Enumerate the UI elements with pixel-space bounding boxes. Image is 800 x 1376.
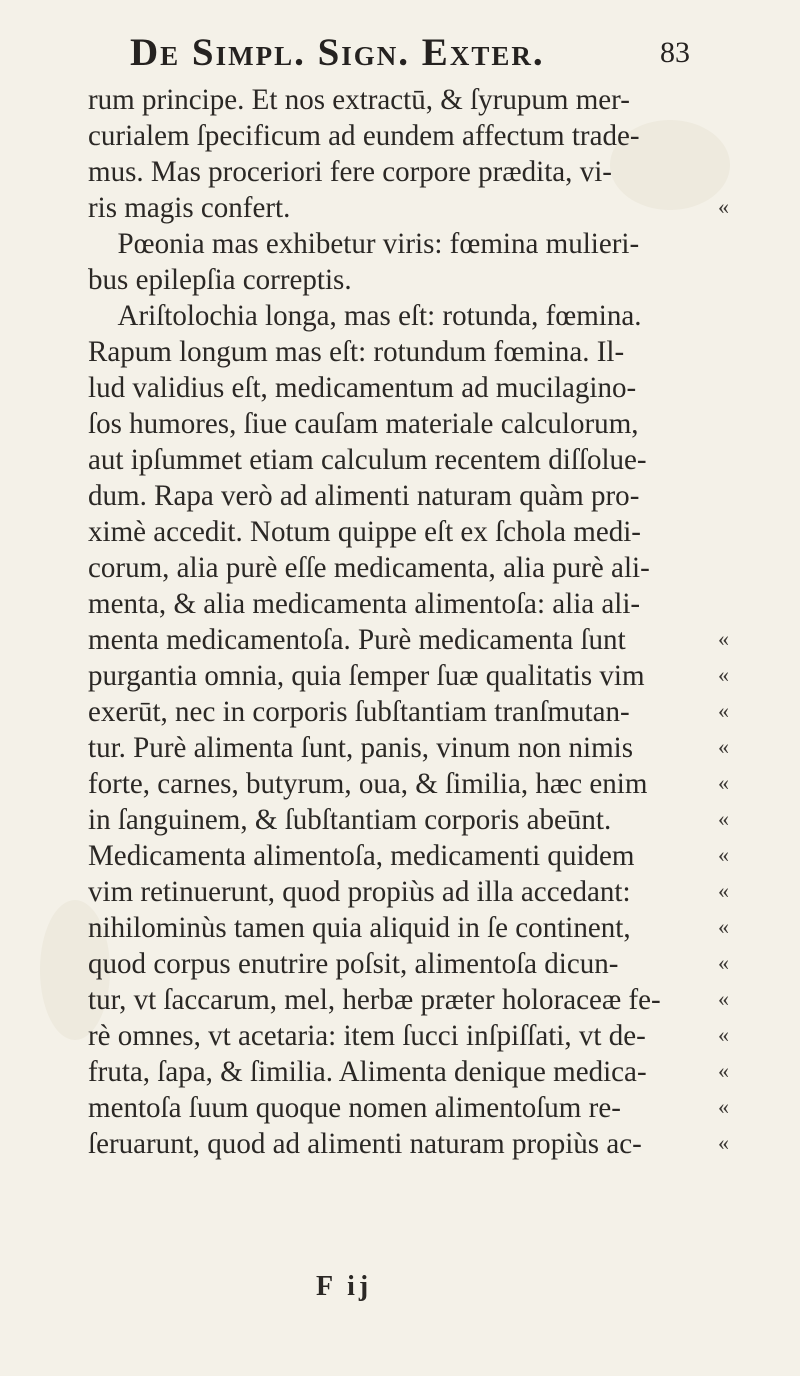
text-line: vim retinuerunt, quod propiùs ad illa accedant: (88, 876, 631, 908)
text-line: forte, carnes, butyrum, oua, & ſimilia, hæc enim (88, 768, 648, 800)
margin-quote-mark: « (718, 914, 729, 939)
text-line: mentoſa ſuum quoque nomen alimentoſum re- (88, 1092, 621, 1124)
margin-quote-mark: « (718, 878, 729, 903)
margin-quote-mark: « (718, 842, 729, 867)
margin-quote-mark: « (718, 194, 729, 219)
text-line: quod corpus enutrire poſsit, alimentoſa dicun- (88, 948, 619, 980)
text-line: Ariſtolochia longa, mas eſt: rotunda, fœmina. (117, 300, 642, 332)
text-line: fruta, ſapa, & ſimilia. Alimenta denique medica- (88, 1056, 647, 1088)
text-line: Pœonia mas exhibetur viris: fœmina mulieri- (117, 228, 640, 260)
text-line: ſeruarunt, quod ad alimenti naturam propiùs ac- (88, 1128, 642, 1160)
margin-quote-mark: « (718, 950, 729, 975)
text-line: ſos humores, ſiue cauſam materiale calculorum, (88, 408, 639, 440)
text-line: Rapum longum mas eſt: rotundum fœmina. Il- (88, 336, 625, 368)
text-line: mus. Mas proceriori fere corpore prædita, vi- (88, 156, 612, 188)
margin-quote-mark: « (718, 662, 729, 687)
text-line: tur. Purè alimenta ſunt, panis, vinum non nimis (88, 732, 634, 764)
text-line: ximè accedit. Notum quippe eſt ex ſchola medi- (88, 516, 641, 548)
page-number: 83 (660, 36, 690, 69)
signature-mark: F ij (316, 1271, 373, 1302)
text-line: menta medicamentoſa. Purè medicamenta ſunt (88, 624, 626, 656)
body-text (88, 82, 728, 1162)
text-line: aut ipſummet etiam calculum recentem diſſolue- (88, 444, 647, 476)
margin-quote-mark: « (718, 806, 729, 831)
margin-quote-mark: « (718, 770, 729, 795)
margin-quote-mark: « (718, 986, 729, 1011)
text-line: Medicamenta alimentoſa, medicamenti quidem (88, 840, 635, 872)
margin-quote-mark: « (718, 698, 729, 723)
margin-quote-mark: « (718, 1058, 729, 1083)
margin-quote-mark: « (718, 1022, 729, 1047)
text-line: dum. Rapa verò ad alimenti naturam quàm pro- (88, 480, 640, 512)
text-line: ris magis confert. (88, 192, 291, 224)
text-line: in ſanguinem, & ſubſtantiam corporis abeūnt. (88, 804, 612, 836)
text-line: rè omnes, vt acetaria: item ſucci inſpiſſati, vt de- (88, 1020, 646, 1052)
text-line: purgantia omnia, quia ſemper ſuæ qualitatis vim (88, 660, 645, 692)
text-line: nihilominùs tamen quia aliquid in ſe continent, (88, 912, 631, 944)
text-line: bus epilepſia correptis. (88, 264, 352, 296)
margin-quote-mark: « (718, 626, 729, 651)
text-line: exerūt, nec in corporis ſubſtantiam tranſmutan- (88, 696, 630, 728)
text-line: curialem ſpecificum ad eundem affectum trade- (88, 120, 640, 152)
running-head (130, 22, 690, 72)
running-title: De Simpl. Sign. Exter. (130, 31, 545, 74)
text-line: lud validius eſt, medicamentum ad mucilagino- (88, 372, 637, 404)
text-line: rum principe. Et nos extractū, & ſyrupum mer- (88, 84, 630, 116)
margin-quote-mark: « (718, 1094, 729, 1119)
text-line: menta, & alia medicamenta alimentoſa: alia ali- (88, 588, 641, 620)
margin-quote-mark: « (718, 734, 729, 759)
text-line: corum, alia purè eſſe medicamenta, alia purè ali- (88, 552, 650, 584)
margin-quote-mark: « (718, 1130, 729, 1155)
text-line: tur, vt ſaccarum, mel, herbæ præter holoraceæ fe- (88, 984, 661, 1016)
